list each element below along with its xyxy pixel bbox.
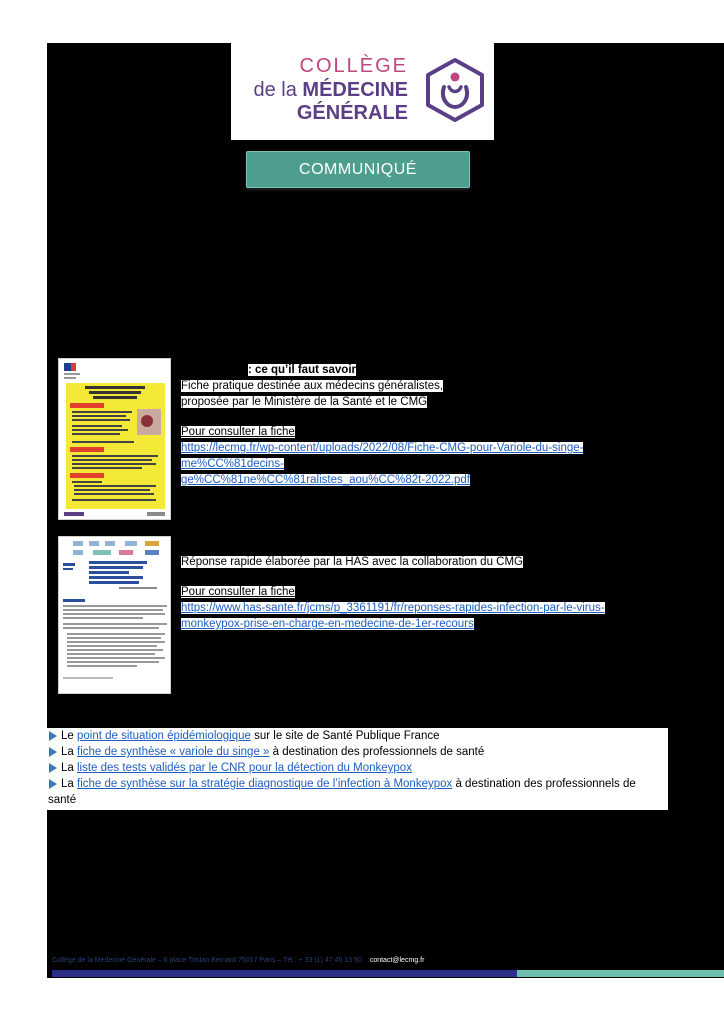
fiche-cmg-thumbnail[interactable] bbox=[58, 358, 171, 520]
footer-email[interactable]: contact@lecmg.fr bbox=[369, 957, 425, 964]
logo-line-medecine: de la MÉDECINE bbox=[253, 79, 408, 101]
footer bbox=[52, 957, 424, 964]
fiche-cmg-desc-line2: proposée par le Ministère de la Santé et le CMG bbox=[181, 396, 428, 408]
fiche-cmg-preview-icon bbox=[59, 359, 171, 520]
list-item: Le point de situation épidémiologique sur le site de Santé Publique France bbox=[47, 728, 668, 744]
communique-banner: COMMUNIQUÉ bbox=[246, 151, 470, 188]
bullet-triangle-icon bbox=[49, 763, 57, 773]
bullet-triangle-icon bbox=[49, 779, 57, 789]
logo-line-college: COLLÈGE bbox=[299, 55, 408, 77]
fiche-cmg-block bbox=[181, 362, 661, 488]
has-url-line2[interactable]: monkeypox-prise-en-charge-en-medecine-de-1er-recours bbox=[181, 618, 474, 630]
footer-address: Collège de la Médecine Générale – 6 place Tristan Bernard 75017 Paris – Tél : + 33 (1) 47 45 13 50 bbox=[52, 957, 362, 964]
has-link-label: Pour consulter la fiche bbox=[181, 586, 295, 598]
logo-line-generale: GÉNÉRALE bbox=[296, 102, 408, 124]
fiche-cmg-url-line2[interactable]: ge%CC%81ne%CC%81ralistes_aou%CC%82t-2022.pdf bbox=[181, 474, 470, 486]
bullet-triangle-icon bbox=[49, 731, 57, 741]
fiche-cmg-url-line1[interactable]: https://lecmg.fr/wp-content/uploads/2022/08/Fiche-CMG-pour-Variole-du-singe-me%CC%81decins- bbox=[181, 442, 584, 470]
resource-link-situation-epidemiologique[interactable]: point de situation épidémiologique bbox=[77, 730, 251, 742]
cmg-emblem-icon bbox=[424, 57, 486, 123]
resource-link-tests-cnr[interactable]: liste des tests validés par le CNR pour la détection du Monkeypox bbox=[77, 762, 412, 774]
logo-wordmark bbox=[253, 56, 408, 123]
bullet-triangle-icon bbox=[49, 747, 57, 757]
list-item: La liste des tests validés par le CNR pour la détection du Monkeypox bbox=[47, 760, 668, 776]
footer-bar-teal bbox=[517, 970, 724, 977]
has-reponse-rapide-block bbox=[181, 554, 661, 632]
list-item: La fiche de synthèse sur la stratégie diagnostique de l’infection à Monkeypox à destination des professionnels de bbox=[47, 776, 668, 792]
resources-list bbox=[47, 728, 668, 810]
resource-link-fiche-variole[interactable]: fiche de synthèse « variole du singe » bbox=[77, 746, 270, 758]
footer-bar-navy bbox=[52, 970, 517, 977]
has-url-line1[interactable]: https://www.has-sante.fr/jcms/p_3361191/fr/reponses-rapides-infection-par-le-virus- bbox=[181, 602, 605, 614]
resource-link-strategie-diagnostique[interactable]: fiche de synthèse sur la stratégie diagnostique de l’infection à Monkeypox bbox=[77, 778, 453, 790]
fiche-cmg-link-label: Pour consulter la fiche bbox=[181, 426, 295, 438]
logo bbox=[231, 43, 494, 140]
list-item-continuation: santé bbox=[48, 794, 77, 806]
fiche-cmg-title: : ce qu’il faut savoir bbox=[248, 364, 356, 376]
has-reponse-rapide-thumbnail[interactable] bbox=[58, 536, 171, 694]
has-desc: Réponse rapide élaborée par la HAS avec la collaboration du CMG bbox=[181, 556, 524, 568]
has-preview-icon bbox=[59, 537, 171, 694]
list-item: La fiche de synthèse « variole du singe » à destination des professionnels de santé bbox=[47, 744, 668, 760]
fiche-cmg-desc-line1: Fiche pratique destinée aux médecins généralistes, bbox=[181, 380, 444, 392]
